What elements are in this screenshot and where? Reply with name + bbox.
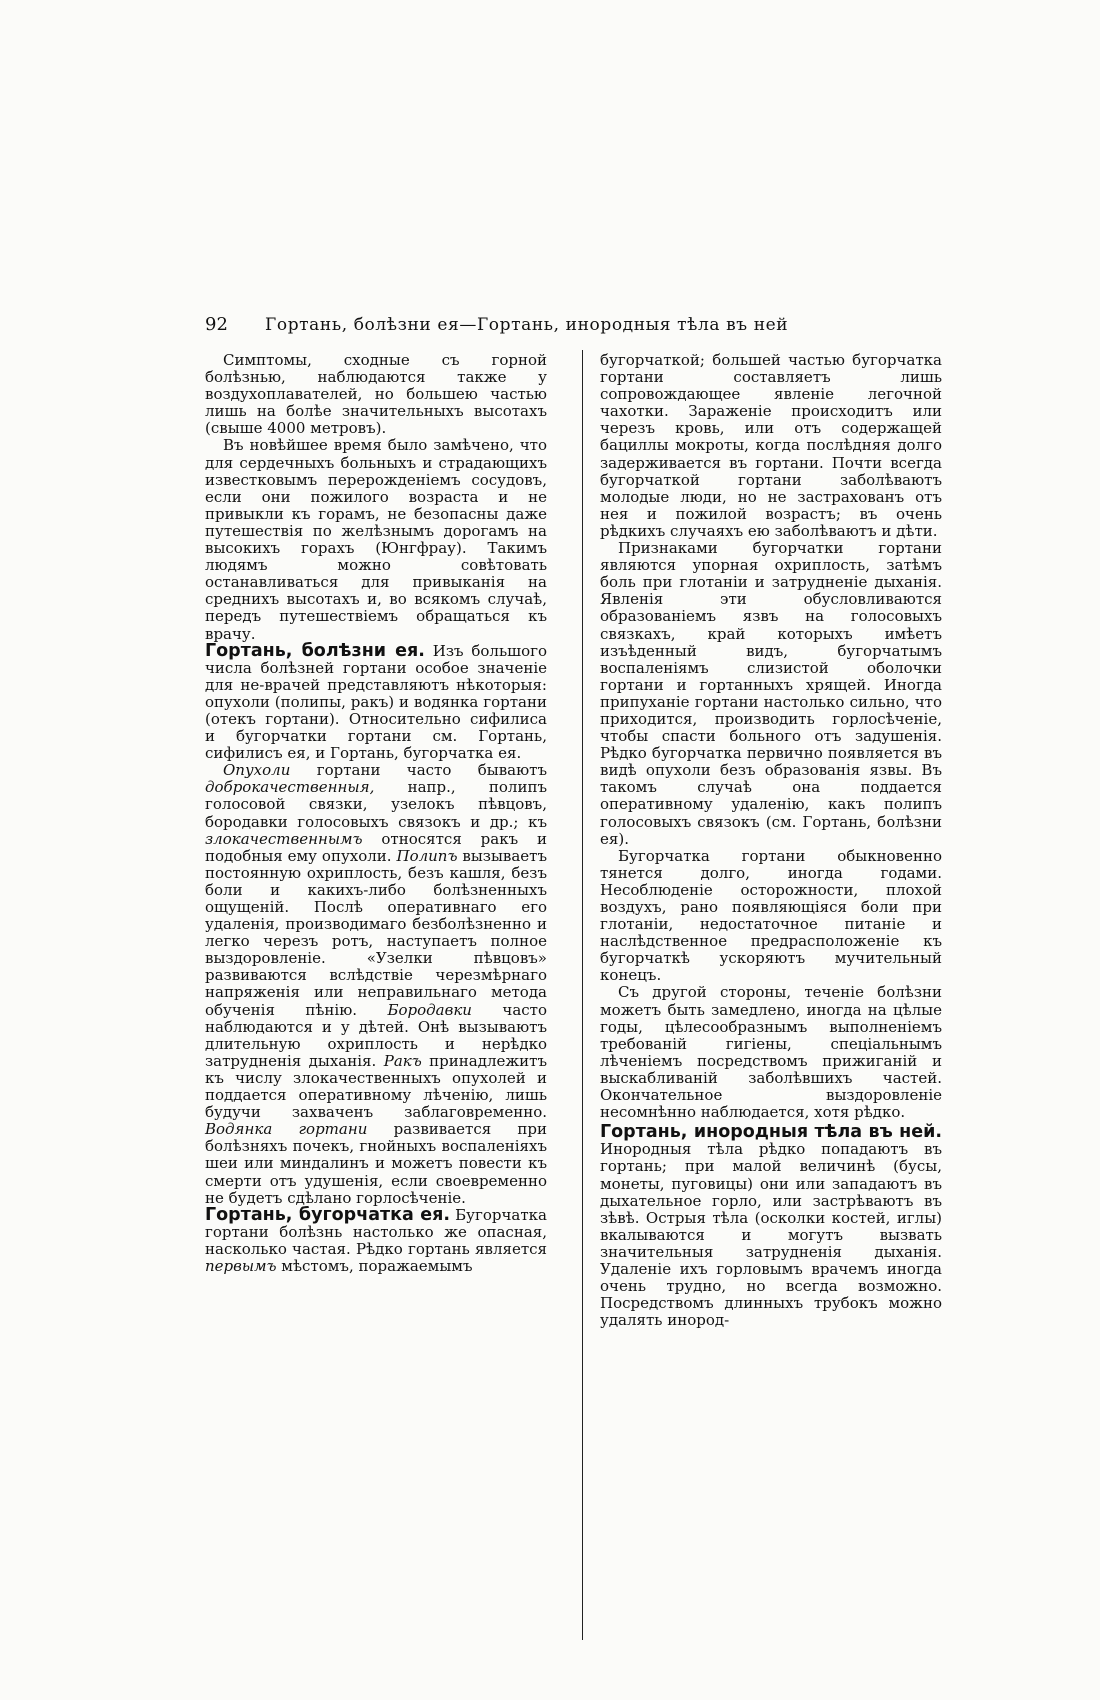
italic-term: первымъ xyxy=(205,1256,277,1275)
text-run: напр., полипъ голосовой связки, узелокъ пѣвцовъ, бородавки голосовыхъ связокъ и др.; къ xyxy=(205,778,547,831)
entry-heading: Гортань, бугорчатка ея. xyxy=(205,1204,451,1225)
italic-term: доброкачественныя, xyxy=(205,778,375,797)
entry-heading: Гортань, болѣзни ея. xyxy=(205,640,425,661)
text-run: гортани часто бываютъ xyxy=(290,761,547,780)
text-run: относятся ракъ и подобныя ему опухоли. xyxy=(205,829,547,865)
entry-heading: Гортань, инородныя тѣла въ ней. xyxy=(600,1122,942,1143)
paragraph: Съ другой стороны, теченіе болѣзни можетъ быть замедлено, иногда на цѣлые годы, цѣлесообразнымъ выполненіемъ требованій гигіены, спеціальнымъ лѣченіемъ посредствомъ прижиганій и выскабливаній заболѣвшихъ частей. Окончательное выздоровленіе несомнѣнно наблюдается, хотя рѣдко. xyxy=(600,983,942,1122)
italic-term: злокачественнымъ xyxy=(205,829,363,848)
right-column xyxy=(600,352,942,1329)
italic-term: Ракъ xyxy=(383,1051,422,1070)
paragraph: Признаками бугорчатки гортани являются упорная охриплость, затѣмъ боль при глотаніи и затрудненіе дыханія. Явленія эти обусловливаются образованіемъ язвъ на голосовыхъ связкахъ, край которыхъ имѣетъ изъѣденный видъ, бугорчатымъ воспаленіямъ слизистой оболочки гортани и гортанныхъ хрящей. Иногда припуханіе гортани настолько сильно, что приходится, производить горлосѣченіе, чтобы спасти больного отъ задушенія. Рѣдко бугорчатка первично появляется въ видѣ опухоли безъ образованія язвы. Въ такомъ случаѣ она поддается оперативному удаленію, какъ полипъ голосовыхъ связокъ (см. Гортань, болѣзни ея). xyxy=(600,539,942,848)
text-run: вызываетъ постоянную охриплость, безъ кашля, безъ боли и какихъ-либо болѣзненныхъ ощущеній. Послѣ оперативнаго его удаленія, производимаго безболѣзненно и легко черезъ ротъ, наступаетъ полное выздоровленіе. «Узелки пѣвцовъ» развиваются вслѣдствіе черезмѣрнаго напряженія или неправильнаго метода обученія пѣнію. xyxy=(205,846,547,1019)
paragraph: Въ новѣйшее время было замѣчено, что для сердечныхъ больныхъ и страдающихъ известковымъ перерожденіемъ сосудовъ, если они пожилого возраста и не привыкли къ горамъ, не безопасны даже путешествія по желѣзнымъ дорогамъ на высокихъ горахъ (Юнгфрау). Такимъ людямъ можно совѣтовать останавливаться для привыканія на среднихъ высотахъ и, во всякомъ случаѣ, передъ путешествіемъ обращаться къ врачу. xyxy=(205,436,547,643)
text-run: развивается при болѣзняхъ почекъ, гнойныхъ воспаленіяхъ шеи или миндалинъ и можетъ повести къ смерти отъ удушенія, если своевременно не будетъ сдѣлано горлосѣченіе. xyxy=(205,1120,547,1207)
paragraph: бугорчаткой; большей частью бугорчатка гортани составляетъ лишь сопровождающее явленіе легочной чахотки. Зараженіе происходитъ или черезъ кровь, или отъ содержащей бациллы мокроты, когда послѣдняя долго задерживается въ гортани. Почти всегда бугорчаткой гортани заболѣваютъ молодые люди, но не застрахованъ отъ нея и пожилой возрастъ; въ очень рѣдкихъ случаяхъ ею заболѣваютъ и дѣти. xyxy=(600,351,942,540)
text-run: принадлежитъ къ числу злокачественныхъ опухолей и поддается оперативному лѣченію, лишь будучи захваченъ заблаговременно. xyxy=(205,1051,548,1122)
article-entry xyxy=(205,640,547,763)
italic-term: Опухоли xyxy=(223,761,291,780)
italic-term: Бородавки xyxy=(387,1000,472,1019)
article-entry xyxy=(205,1204,547,1275)
running-title: Гортань, болѣзни ея—Гортань, инородныя тѣла въ ней xyxy=(265,315,789,335)
left-column xyxy=(205,352,547,1275)
page-number: 92 xyxy=(205,314,228,335)
page-header xyxy=(205,314,900,336)
text-run: Бугорчатка гортани болѣзнь настолько же опасная, насколько частая. Рѣдко гортань является xyxy=(205,1205,547,1258)
entry-text: Инородныя тѣла рѣдко попадаютъ въ гортань; при малой величинѣ (бусы, монеты, пуговицы) они или западаютъ въ дыхательное горло, или застрѣваютъ въ зѣвѣ. Острыя тѣла (осколки костей, иглы) вкалываются и могутъ вызвать значительныя затрудненія дыханія. Удаленіе ихъ горловымъ врачемъ иногда очень трудно, но всегда возможно. Посредствомъ длинныхъ трубокъ можно удалять инород- xyxy=(600,1140,942,1330)
text-run: мѣстомъ, поражаемымъ xyxy=(276,1256,473,1275)
entry-text: Изъ большого числа болѣзней гортани особое значеніе для не-врачей представляютъ нѣкоторыя: опухоли (полипы, ракъ) и водянка гортани (отекъ гортани). Относительно сифилиса и бугорчатки гортани см. Гортань, сифилисъ ея, и Гортань, бугорчатка ея. xyxy=(205,641,547,763)
article-entry xyxy=(600,1124,942,1329)
paragraph: Симптомы, сходные съ горной болѣзнью, наблюдаются также у воздухоплавателей, но большею частью лишь на болѣе значительныхъ высотахъ (свыше 4000 метровъ). xyxy=(205,351,547,438)
paragraph: Бугорчатка гортани обыкновенно тянется долго, иногда годами. Несоблюденіе осторожности, плохой воздухъ, рано появляющіяся боли при глотаніи, недостаточное питаніе и наслѣдственное предрасположеніе къ бугорчаткѣ ускоряютъ мучительный конецъ. xyxy=(600,846,942,985)
column-divider xyxy=(582,350,583,1640)
text-run: часто наблюдаются и у дѣтей. Онѣ вызываютъ длительную охриплость и нерѣдко затрудненія дыханія. xyxy=(205,1000,548,1070)
italic-term: Полипъ xyxy=(396,846,458,865)
paragraph xyxy=(205,762,547,1206)
italic-term: Водянка гортани xyxy=(205,1120,368,1139)
